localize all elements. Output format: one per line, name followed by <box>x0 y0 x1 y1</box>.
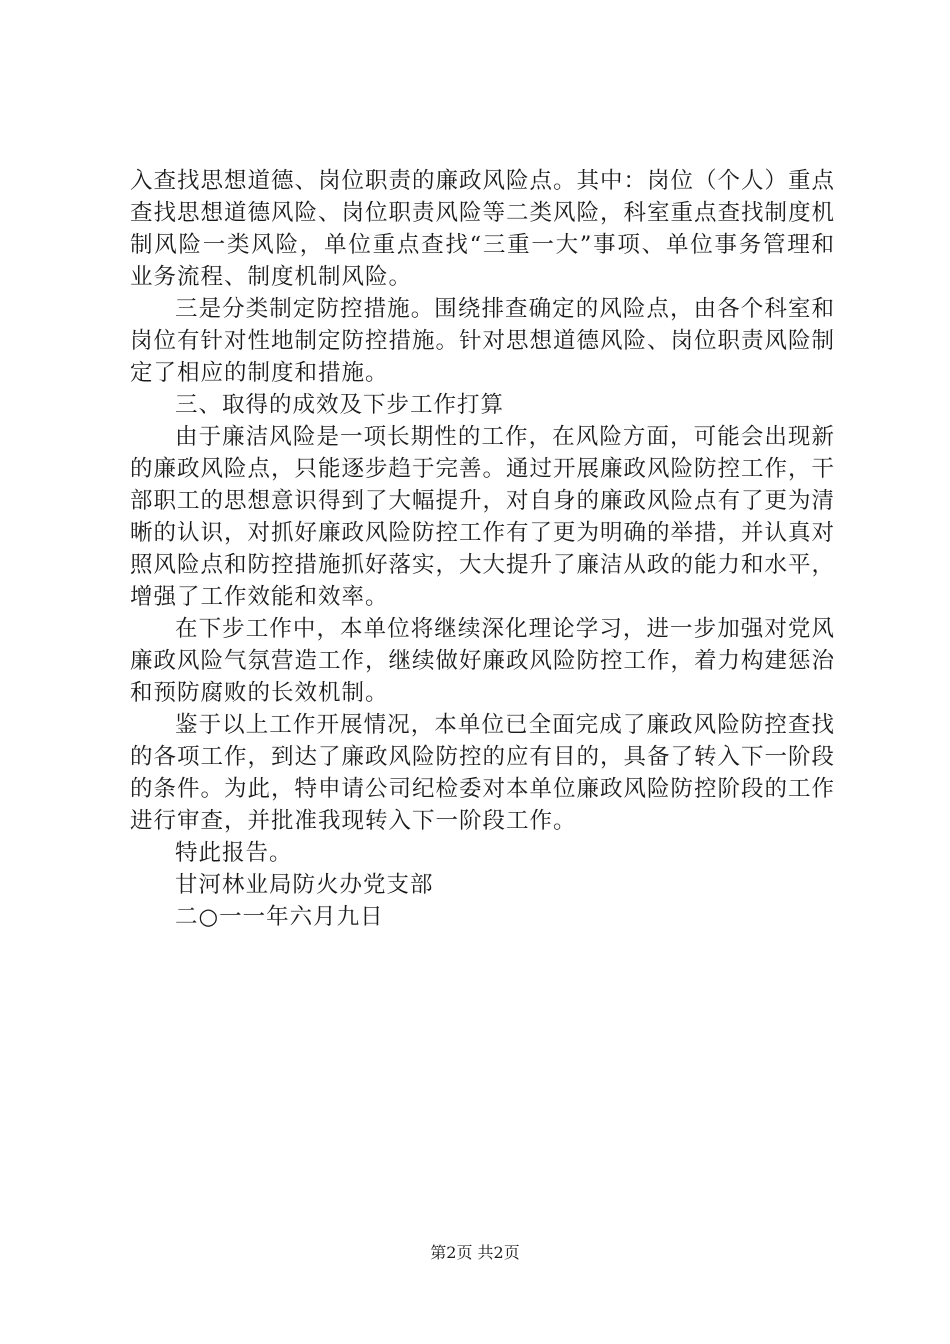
page-footer <box>0 1243 950 1263</box>
paragraph-request: 鉴于以上工作开展情况，本单位已全面完成了廉政风险防控查找的各项工作，到达了廉政风险防控的应有目的，具备了转入下一阶段的条件。为此，特申请公司纪检委对本单位廉政风险防控阶段的工作进行审查，并批准我现转入下一阶段工作。 <box>130 712 836 834</box>
paragraph-continuation: 入查找思想道德、岗位职责的廉政风险点。其中：岗位（个人）重点查找思想道德风险、岗位职责风险等二类风险，科室重点查找制度机制风险一类风险，单位重点查找“三重一大”事项、单位事务管理和业务流程、制度机制风险。 <box>130 168 836 290</box>
signature-organization: 甘河林业局防火办党支部 <box>175 872 434 898</box>
paragraph-measure-three: 三是分类制定防控措施。围绕排查确定的风险点，由各个科室和岗位有针对性地制定防控措施。针对思想道德风险、岗位职责风险制定了相应的制度和措施。 <box>130 296 836 386</box>
page-number: 第2页 共2页 <box>430 1243 520 1262</box>
closing-phrase: 特此报告。 <box>175 840 293 866</box>
paragraph-next-steps: 在下步工作中，本单位将继续深化理论学习，进一步加强对党风廉政风险气氛营造工作，继续做好廉政风险防控工作，着力构建惩治和预防腐败的长效机制。 <box>130 616 836 706</box>
document-body <box>130 165 835 933</box>
paragraph-results: 由于廉洁风险是一项长期性的工作，在风险方面，可能会出现新的廉政风险点，只能逐步趋于完善。通过开展廉政风险防控工作，干部职工的思想意识得到了大幅提升，对自身的廉政风险点有了更为清晰的认识，对抓好廉政风险防控工作有了更为明确的举措，并认真对照风险点和防控措施抓好落实，大大提升了廉洁从政的能力和水平，增强了工作效能和效率。 <box>130 424 836 610</box>
section-heading: 三、取得的成效及下步工作打算 <box>175 392 505 418</box>
signature-date: 二○一一年六月九日 <box>175 904 384 930</box>
